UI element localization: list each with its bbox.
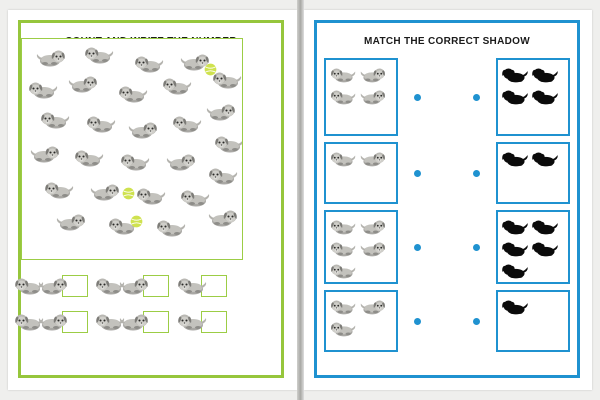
match-shadow-area xyxy=(316,50,578,370)
puppy-shadow xyxy=(502,217,528,237)
match-row xyxy=(316,210,578,284)
puppy-figure xyxy=(360,239,386,259)
match-row xyxy=(316,142,578,204)
puppy-shadow xyxy=(532,65,558,85)
puppy-figure xyxy=(360,149,386,169)
puppy-figure xyxy=(36,47,66,69)
puppy-figure xyxy=(84,44,114,66)
match-dot-left[interactable] xyxy=(414,318,421,325)
puppy-figure xyxy=(120,151,150,173)
match-dot-left[interactable] xyxy=(414,94,421,101)
puppy-figure xyxy=(86,113,116,135)
puppy-figure xyxy=(330,149,356,169)
puppy-figure xyxy=(330,239,356,259)
puppy-figure xyxy=(68,73,98,95)
puppy-figure xyxy=(38,311,68,333)
shadow-card[interactable] xyxy=(496,58,570,136)
match-dot-right[interactable] xyxy=(473,318,480,325)
puppy-figure xyxy=(180,187,210,209)
photo-card[interactable] xyxy=(324,210,398,284)
right-page-title: MATCH THE CORRECT SHADOW xyxy=(364,36,530,47)
answer-puppy-cluster xyxy=(14,305,91,339)
shadow-card[interactable] xyxy=(496,142,570,204)
puppy-figure xyxy=(74,147,104,169)
puppy-figure xyxy=(30,143,60,165)
puppy-figure xyxy=(330,261,356,281)
puppy-shadow xyxy=(502,87,528,107)
puppy-figure xyxy=(360,87,386,107)
answer-rows xyxy=(14,268,254,340)
puppy-shadow xyxy=(502,239,528,259)
puppy-figure xyxy=(28,79,58,101)
match-dot-right[interactable] xyxy=(473,170,480,177)
match-dot-right[interactable] xyxy=(473,244,480,251)
puppy-figure xyxy=(330,87,356,107)
puppy-figure xyxy=(134,53,164,75)
puppy-figure xyxy=(156,217,186,239)
puppy-figure xyxy=(206,101,236,123)
answer-puppy-cluster xyxy=(95,269,172,303)
puppy-shadow xyxy=(532,239,558,259)
match-dot-left[interactable] xyxy=(414,170,421,177)
puppy-figure xyxy=(162,75,192,97)
puppy-figure xyxy=(118,83,148,105)
match-row xyxy=(316,58,578,136)
puppy-figure xyxy=(330,217,356,237)
puppy-shadow xyxy=(502,261,528,281)
match-row xyxy=(316,290,578,352)
puppy-figure xyxy=(214,133,243,155)
answer-puppy-cluster xyxy=(95,305,172,339)
puppy-shadow xyxy=(502,297,528,317)
puppy-figure xyxy=(172,113,202,135)
puppy-figure xyxy=(360,65,386,85)
answer-puppy-cluster xyxy=(177,269,254,303)
puppy-figure xyxy=(136,185,166,207)
photo-card[interactable] xyxy=(324,290,398,352)
puppy-figure xyxy=(208,207,238,229)
match-dot-left[interactable] xyxy=(414,244,421,251)
puppy-figure xyxy=(44,179,74,201)
match-dot-right[interactable] xyxy=(473,94,480,101)
shadow-card[interactable] xyxy=(496,290,570,352)
puppy-figure xyxy=(177,311,207,333)
puppy-figure xyxy=(40,109,70,131)
puppy-shadow xyxy=(502,65,528,85)
puppy-figure xyxy=(38,275,68,297)
puppy-figure xyxy=(330,297,356,317)
tennis-ball-icon xyxy=(130,215,143,228)
puppy-figure xyxy=(360,297,386,317)
puppy-shadow xyxy=(532,149,558,169)
puppy-figure xyxy=(360,217,386,237)
puppy-figure xyxy=(90,181,120,203)
counting-box xyxy=(21,38,243,260)
puppy-figure xyxy=(128,119,158,141)
puppy-shadow xyxy=(532,87,558,107)
puppy-figure xyxy=(208,165,238,187)
answer-puppy-cluster xyxy=(177,305,254,339)
puppy-shadow xyxy=(502,149,528,169)
answer-row xyxy=(14,304,254,340)
puppy-figure xyxy=(56,211,86,233)
puppy-figure xyxy=(330,65,356,85)
photo-card[interactable] xyxy=(324,58,398,136)
shadow-card[interactable] xyxy=(496,210,570,284)
puppy-figure xyxy=(177,275,207,297)
puppy-figure xyxy=(166,151,196,173)
puppy-figure xyxy=(119,275,149,297)
puppy-figure xyxy=(119,311,149,333)
puppy-shadow xyxy=(532,217,558,237)
photo-card[interactable] xyxy=(324,142,398,204)
answer-puppy-cluster xyxy=(14,269,91,303)
answer-row xyxy=(14,268,254,304)
book-spine xyxy=(297,0,304,400)
tennis-ball-icon xyxy=(204,63,217,76)
tennis-ball-icon xyxy=(122,187,135,200)
puppy-figure xyxy=(330,319,356,339)
